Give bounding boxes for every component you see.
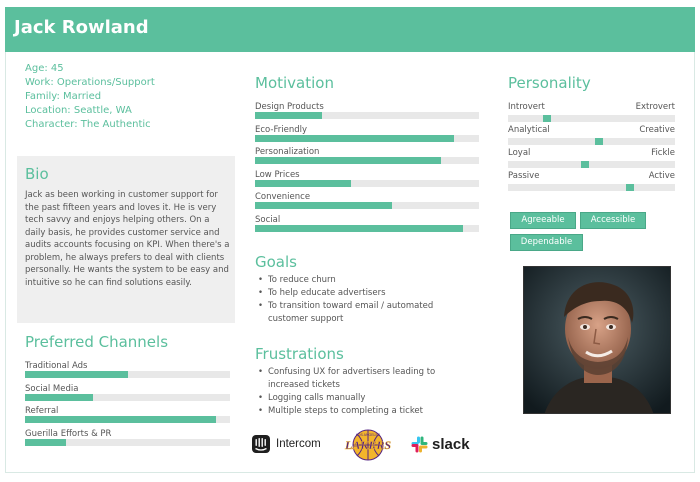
family-text: Family: Married [25,91,102,102]
header-bar [5,7,695,52]
slider-knob [581,161,589,168]
intercom-icon [251,434,271,454]
channel-row-label: Social Media [25,383,79,394]
motivation-row-track [255,157,479,164]
motivation-row-label: Eco-Friendly [255,124,308,135]
channel-row-label: Referral [25,406,59,416]
goals-list [256,274,471,326]
slack-icon [411,436,428,453]
motivation-row-fill [255,157,441,164]
channel-row-track [25,416,230,423]
tag-agreeable: Agreeable [510,212,576,229]
channel-row-track [25,394,230,401]
personality-slider [508,102,675,124]
slider-track [508,161,675,168]
motivation-row [255,125,479,147]
personality-slider [508,171,675,193]
bio-panel [17,156,235,323]
motivation-title: Motivation [255,74,334,92]
slider-knob [626,184,634,191]
persona-photo [523,266,671,414]
bio-text: Jack as been working in customer support for the past fifteen years and loves it. He is very tech savvy and enjoys helping others. On a daily basis, he provides customer service and audits accounts focusing on KPI. When there's a problem, he always prefers to deal with clients personally. He wants the system to be easy and intuitive so he can find solutions easily. [25,190,230,288]
character-text: Character: The Authentic [25,119,151,130]
motivation-row-label: Social [255,214,281,225]
trait-right-label: Active [648,171,675,181]
slider-track [508,115,675,122]
motivation-row-track [255,112,479,119]
motivation-row-track [255,135,479,142]
trait-right-label: Extrovert [635,102,675,112]
slack-wordmark: slack [432,435,470,453]
trait-right-label: Fickle [651,148,675,158]
goal-item: • To help educate advertisers [256,287,471,300]
motivation-row-label: Low Prices [255,169,300,180]
frustration-item: • Multiple steps to completing a ticket [256,405,478,418]
motivation-row [255,192,479,214]
slider-track [508,138,675,145]
intercom-wordmark: Intercom [276,438,321,450]
trait-left-label: Analytical [508,125,550,135]
motivation-row-fill [255,202,392,209]
lakers-emblem [342,428,394,462]
motivation-row-label: Personalization [255,147,320,157]
bio-title: Bio [25,165,49,183]
motivation-row [255,147,479,169]
channel-row-fill [25,371,128,378]
motivation-row-label: Convenience [255,192,311,202]
trait-right-label: Creative [639,125,675,135]
channel-row [25,384,230,406]
portrait-illustration [524,267,671,414]
personality-slider [508,125,675,147]
preferred-channels-title: Preferred Channels [25,333,169,351]
channel-row [25,429,230,451]
slider-track [508,184,675,191]
motivation-row-fill [255,180,351,187]
intercom-logo [251,432,321,456]
persona-name: Jack Rowland [14,17,149,38]
slider-knob [595,138,603,145]
trait-left-label: Introvert [508,102,545,112]
slider-knob [543,115,551,122]
motivation-row-fill [255,112,322,119]
channel-row [25,406,230,428]
location-text: Location: Seattle, WA [25,105,132,116]
age-text: Age: 45 [25,63,64,74]
tag-dependable: Dependable [510,234,583,251]
channel-row-track [25,439,230,446]
lakers-wordmark: LAKERS [344,438,392,452]
channel-row [25,361,230,383]
motivation-row-track [255,202,479,209]
trait-left-label: Passive [508,171,540,181]
motivation-row [255,215,479,237]
channel-row-label: Guerilla Efforts & PR [25,428,112,439]
motivation-row-fill [255,135,454,142]
goals-title: Goals [255,253,297,271]
frustrations-title: Frustrations [255,345,344,363]
slack-logo [411,433,470,455]
tag-accessible: Accessible [580,212,646,229]
channel-row-label: Traditional Ads [25,361,88,371]
frustration-item: • Logging calls manually [256,392,478,405]
channel-row-track [25,371,230,378]
channel-row-fill [25,416,216,423]
motivation-row-track [255,180,479,187]
trait-left-label: Loyal [508,148,531,158]
frustration-item: • Confusing UX for advertisers leading to increased tickets [256,366,478,392]
channel-row-fill [25,439,66,446]
frustrations-list [256,366,478,418]
personality-slider [508,148,675,170]
work-text: Work: Operations/Support [25,77,155,88]
personality-title: Personality [508,74,591,92]
motivation-row-track [255,225,479,232]
lakers-arc-text: LOS ANGELES [355,433,381,437]
motivation-row-label: Design Products [255,102,324,112]
motivation-row [255,102,479,124]
goal-item: • To reduce churn [256,274,471,287]
motivation-row [255,170,479,192]
goal-item: • To transition toward email / automated customer support [256,300,471,326]
lakers-logo [342,428,394,462]
channel-row-fill [25,394,93,401]
demographics [25,62,155,132]
motivation-row-fill [255,225,463,232]
